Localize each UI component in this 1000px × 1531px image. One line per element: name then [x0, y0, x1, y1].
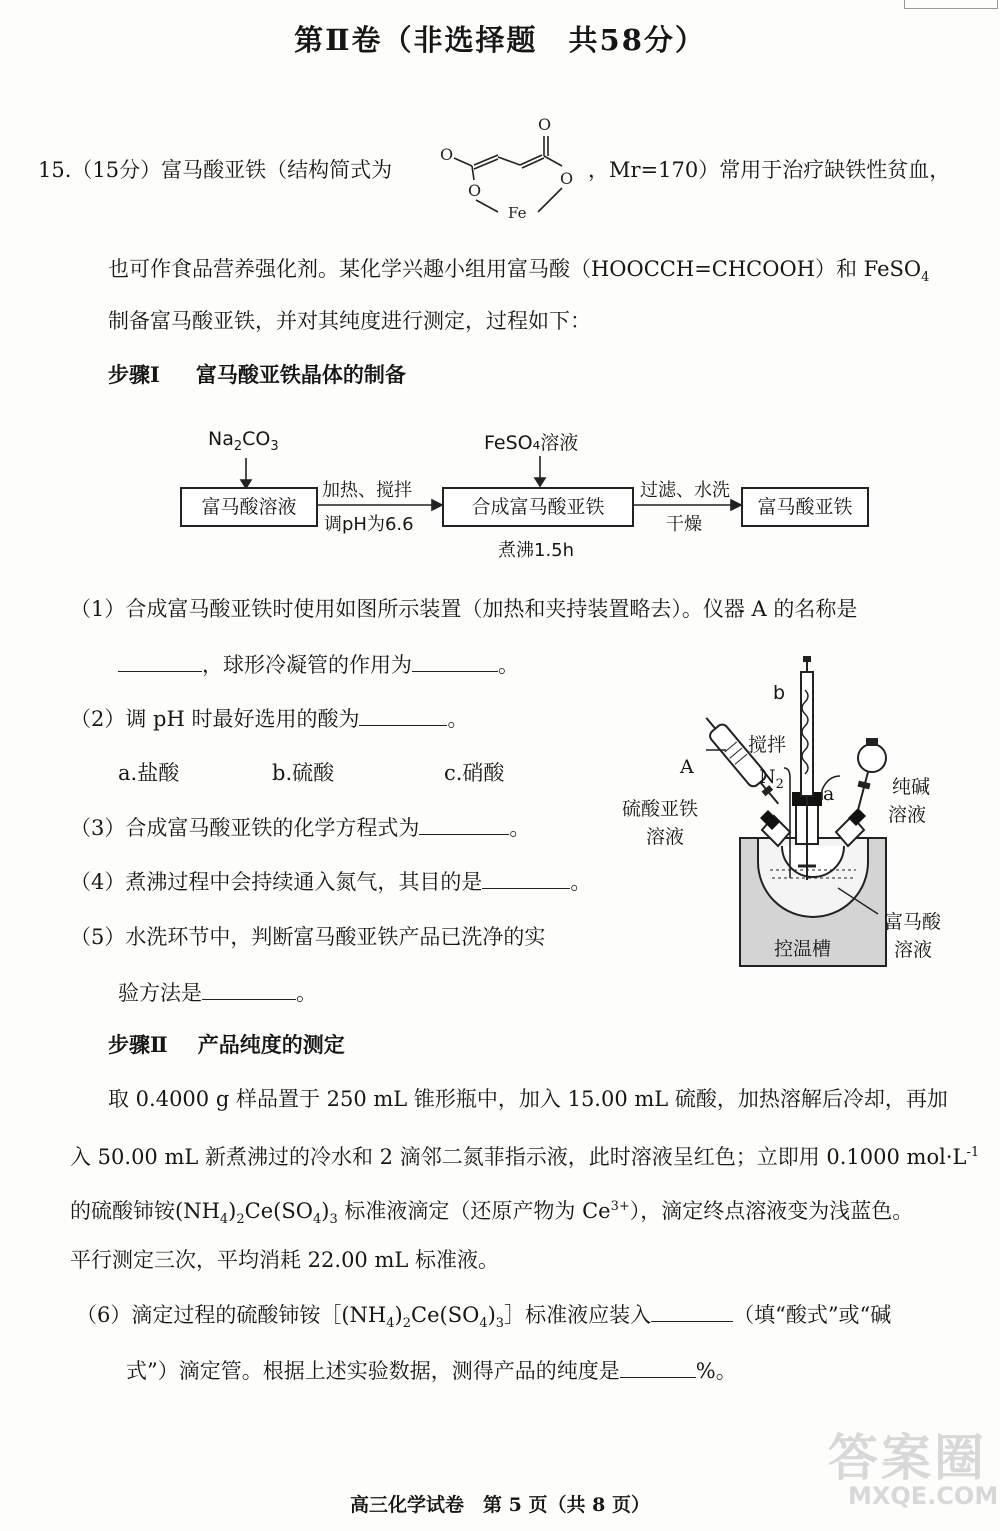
- apparatus-label-feso4-1: 硫酸亚铁: [622, 798, 699, 820]
- q3-blank[interactable]: [419, 816, 509, 835]
- q5-line2: 验方法是 。: [118, 981, 317, 1005]
- section-title: 第Ⅱ卷（非选择题 共58分）: [294, 23, 706, 57]
- apparatus-label-flask-1: 富马酸: [884, 911, 942, 933]
- q2-blank[interactable]: [359, 707, 447, 726]
- flow-reagent-feso4: FeSO₄溶液: [484, 432, 579, 454]
- step2-para-line1: 取 0.4000 g 样品置于 250 mL 锥形瓶中，加入 15.00 mL 硫酸，加热溶解后冷却，再加: [108, 1087, 948, 1111]
- q5-line1: （5）水洗环节中，判断富马酸亚铁产品已洗净的实: [70, 925, 546, 949]
- struct-o2: O: [538, 115, 552, 134]
- step2-para-line2: 入 50.00 mL 新煮沸过的冷水和 2 滴邻二氮菲指示液，此时溶液呈红色；立即用 0.1000 $mol\cdot L^{-1}$: [70, 1145, 980, 1169]
- q4-line: （4）煮沸过程中会持续通入氮气，其目的是 。: [70, 870, 592, 894]
- q1-blank-b[interactable]: [412, 653, 498, 672]
- apparatus-label-A: A: [680, 756, 694, 778]
- apparatus-label-soda-1: 纯碱: [892, 776, 931, 798]
- flow-arrow2-top: 过滤、水洗: [640, 480, 730, 501]
- struct-o4: O: [560, 169, 574, 188]
- q1-blank-a[interactable]: [118, 653, 202, 672]
- watermark-url: MXQE.COM: [848, 1482, 999, 1510]
- flow-box-fumaric-solution: 富马酸溶液: [180, 487, 318, 527]
- q6-blank-purity[interactable]: [620, 1359, 696, 1378]
- flow-box2-below: 煮沸1.5h: [498, 540, 575, 561]
- q2-option-b: b.硫酸: [272, 761, 335, 785]
- flow-arrows: [0, 0, 1000, 560]
- struct-o1: O: [440, 145, 454, 164]
- apparatus-label-n2: $N_2$: [759, 766, 784, 792]
- q2-line: （2）调 pH 时最好选用的酸为 。: [70, 707, 469, 731]
- q6-blank-burette[interactable]: [651, 1303, 733, 1322]
- flow-arrow1-top: 加热、搅拌: [322, 480, 412, 501]
- apparatus-label-soda-2: 溶液: [888, 804, 927, 826]
- watermark-logo: 答案圈: [828, 1429, 987, 1487]
- q2-option-a: a.盐酸: [118, 761, 180, 785]
- flow-box-synthesis: 合成富马酸亚铁: [442, 487, 634, 527]
- flow-reagent-na2co3: $Na_2CO_3$: [208, 428, 279, 454]
- step1-heading: 步骤Ⅰ 富马酸亚铁晶体的制备: [108, 362, 406, 387]
- q6-line2: 式”）滴定管。根据上述实验数据，测得产品的纯度是 %。: [126, 1359, 737, 1383]
- page-footer: 高三化学试卷 第 5 页（共 8 页）: [350, 1494, 650, 1516]
- q15-intro-prefix: 15.（15分）富马酸亚铁（结构简式为: [38, 158, 393, 182]
- apparatus-label-stir: 搅拌: [748, 734, 787, 756]
- apparatus-label-a: a: [823, 783, 835, 805]
- q1-line1: （1）合成富马酸亚铁时使用如图所示装置（加热和夹持装置略去）。仪器 A 的名称是: [70, 597, 858, 621]
- q1-line2: ，球形冷凝管的作用为 。: [118, 650, 519, 680]
- q15-line3: 制备富马酸亚铁，并对其纯度进行测定，过程如下：: [108, 309, 591, 333]
- q4-blank[interactable]: [482, 870, 570, 889]
- flow-arrow1-bottom: 调pH为6.6: [324, 514, 414, 535]
- step2-para-line4: 平行测定三次，平均消耗 22.00 mL 标准液。: [70, 1248, 500, 1272]
- flow-arrow2-bottom: 干燥: [666, 514, 702, 535]
- apparatus-label-flask-2: 溶液: [894, 939, 933, 961]
- q3-line: （3）合成富马酸亚铁的化学方程式为 。: [70, 816, 531, 840]
- apparatus-label-b: b: [773, 682, 786, 704]
- q15-intro-suffix: ，Mr=170）常用于治疗缺铁性贫血，: [588, 158, 951, 182]
- step2-para-line3: 的硫酸铈铵$(NH_4)_2Ce(SO_4)_3$ 标准液滴定（还原产物为 $Ce^{3+}$），滴定终点溶液变为浅蓝色。: [70, 1199, 914, 1228]
- q6-line1: （6）滴定过程的硫酸铈铵$[(NH_4)_2Ce(SO_4)_3]$标准液应装入 （填“酸式”或“碱: [76, 1303, 892, 1332]
- step2-heading: 步骤Ⅱ 产品纯度的测定: [108, 1032, 345, 1057]
- flow-box-product: 富马酸亚铁: [741, 487, 869, 527]
- q5-blank[interactable]: [202, 981, 296, 1000]
- q2-option-c: c.硝酸: [444, 761, 505, 785]
- apparatus-label-bath: 控温槽: [774, 938, 832, 960]
- apparatus-label-feso4-2: 溶液: [646, 826, 685, 848]
- struct-o3: O: [468, 181, 482, 200]
- struct-fe: Fe: [508, 204, 527, 222]
- q15-line2: 也可作食品营养强化剂。某化学兴趣小组用富马酸（HOOCCH=CHCOOH）和 FeSO$_4$: [108, 257, 930, 286]
